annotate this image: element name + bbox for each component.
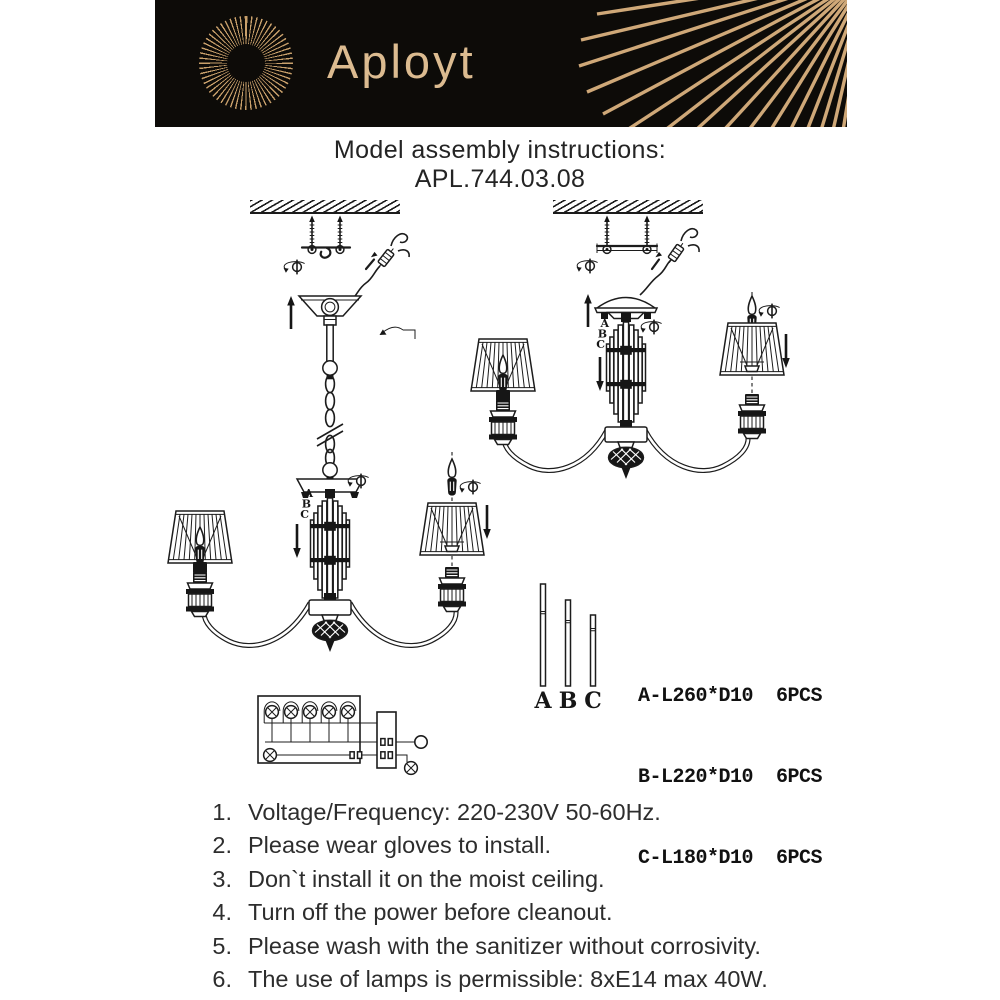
rotate-symbol-icon [641, 320, 662, 335]
mounting-screws [603, 216, 651, 254]
instruction-item [196, 930, 768, 963]
finial-drawing [605, 420, 647, 479]
wire-direction-arrow-icon [652, 252, 662, 269]
instruction-number: 3. [212, 865, 232, 892]
rod-a-drawing [540, 584, 546, 686]
column-label-a: A [600, 317, 609, 330]
model-number: APL.744.03.08 [414, 165, 586, 193]
page-title: Model assembly instructions: [333, 136, 667, 164]
assembled-lamp-drawing [168, 511, 232, 617]
rotate-symbol-icon [577, 259, 598, 274]
rod-size-key [528, 580, 618, 715]
rod-b-drawing [565, 600, 571, 686]
instruction-number: 1. [212, 799, 232, 825]
wiring-diagram [248, 688, 458, 800]
exploded-lamp-drawing [720, 292, 790, 439]
power-wire-icon [352, 234, 409, 300]
wire-direction-arrow-icon [366, 252, 378, 269]
ball-joint [323, 361, 337, 380]
lamp-symbols [264, 706, 355, 762]
instructions-list [196, 796, 768, 996]
part-spec-c: C-L180*D10 6PCS [638, 847, 823, 870]
instruction-item [196, 863, 768, 896]
column-label-a: A [304, 487, 313, 500]
column-label-c: C [596, 338, 605, 351]
instruction-number: 5. [212, 932, 232, 959]
assembly-diagram-chain-mount [160, 195, 505, 680]
lampshade-drawing [420, 503, 484, 555]
terminal-connectors [350, 752, 362, 759]
lampshade-drawing [720, 323, 784, 375]
down-arrow-icon [596, 357, 604, 391]
rod-label-b: B [558, 688, 578, 714]
instruction-number: 6. [212, 966, 232, 993]
instruction-item [196, 963, 768, 996]
instruction-text: Voltage/Frequency: 220-230V 50-60Hz. [248, 799, 661, 825]
curved-arrow-icon [380, 327, 416, 339]
assembled-lamp-drawing [471, 339, 535, 445]
column-label-c: C [300, 508, 309, 521]
column-label-b: B [301, 497, 311, 511]
instruction-item [196, 896, 768, 929]
rotate-symbol-icon [284, 260, 305, 275]
instruction-text: The use of lamps is permissible: 8xE14 max 40W. [248, 966, 768, 993]
down-arrow-icon [293, 524, 301, 558]
ray-fan-icon [557, 0, 847, 127]
crystal-column-drawing [606, 313, 646, 426]
canopy-drawing [299, 296, 361, 325]
hanger-rod [327, 325, 333, 362]
part-spec-b: B-L220*D10 6PCS [638, 766, 823, 789]
column-label-b: B [597, 327, 607, 341]
finial-drawing [309, 593, 351, 652]
down-arrow-icon [483, 505, 491, 539]
assembly-diagram-ceiling-mount [455, 195, 805, 485]
instruction-text: Please wear gloves to install. [248, 832, 552, 859]
rod-c-drawing [590, 615, 596, 686]
instruction-text: Turn off the power before cleanout. [248, 899, 613, 926]
terminal-pins [381, 739, 393, 759]
socket-drawing [438, 567, 466, 612]
part-spec-a: A-L260*D10 6PCS [638, 685, 823, 708]
instruction-text: Please wash with the sanitizer without corrosivity. [248, 932, 761, 959]
sunburst-center [227, 44, 265, 82]
down-arrow-icon [782, 334, 790, 368]
neutral-terminal-symbol [415, 736, 427, 748]
chain-drawing [317, 375, 343, 466]
title-block [0, 136, 1000, 194]
rotate-symbol-icon [759, 304, 780, 319]
brand-name: Aployt [327, 35, 476, 88]
rod-label-a: A [534, 688, 552, 714]
up-arrow-icon [287, 296, 295, 329]
up-arrow-icon [584, 294, 592, 327]
lamp-symbol [405, 762, 418, 775]
hook-icon [321, 248, 331, 258]
rod-label-c: C [584, 688, 602, 714]
brand-banner [155, 0, 847, 127]
instruction-number: 4. [212, 899, 232, 926]
instruction-number: 2. [212, 832, 232, 859]
instruction-item [196, 796, 768, 829]
socket-drawing [738, 394, 766, 439]
instruction-text: Don`t install it on the moist ceiling. [248, 865, 605, 892]
crystal-column-drawing [310, 489, 350, 602]
instruction-item [196, 829, 768, 862]
